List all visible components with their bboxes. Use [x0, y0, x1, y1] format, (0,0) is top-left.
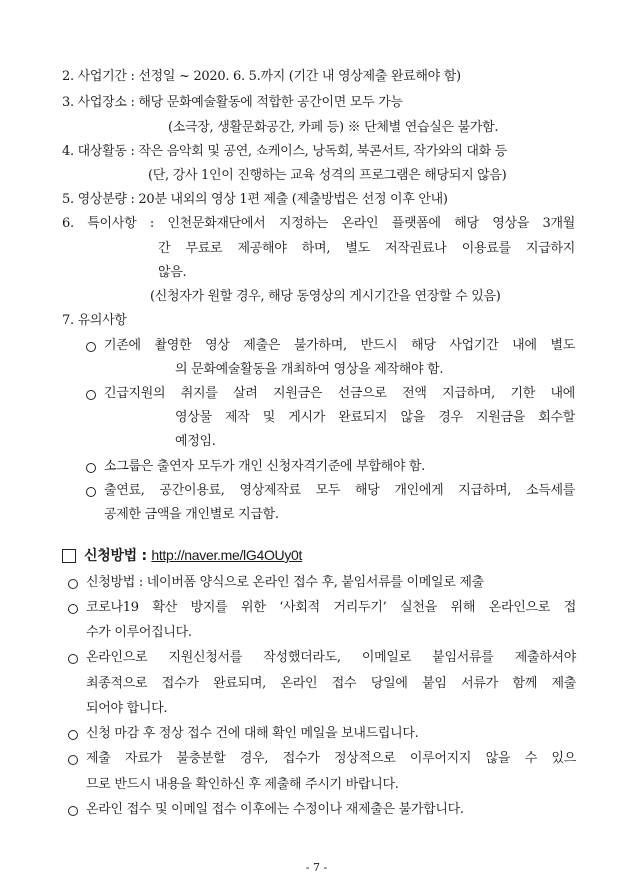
apply-item-5-line1: 제출 자료가 불충분할 경우, 접수가 정상적으로 이루어지지 않을 수 있으 [86, 751, 576, 766]
bullet-circle-icon [68, 604, 78, 614]
caution-item-4-line1: 출연료, 공간이용료, 영상제작료 모두 해당 개인에게 지급하며, 소득세를 [104, 483, 575, 498]
caution-item-2-line2: 영상물 제작 및 게시가 완료되지 않을 경우 지원금을 회수할 [175, 410, 575, 425]
bullet-circle-icon [86, 390, 96, 400]
section-3-location-detail: (소극장, 생활문화공간, 카페 등) ※ 단체별 연습실은 불가함. [168, 120, 499, 135]
apply-heading-separator: : [136, 548, 152, 564]
apply-item-1-line1: 신청방법 : 네이버폼 양식으로 온라인 접수 후, 붙임서류를 이메일로 제출 [86, 575, 484, 590]
apply-heading-row [84, 546, 302, 566]
bullet-circle-icon [86, 342, 96, 352]
apply-item-3-line2: 최종적으로 접수가 완료되며, 온라인 접수 당일에 붙임 서류가 함께 제출 [86, 676, 576, 691]
apply-heading: 신청방법 [84, 548, 137, 564]
bullet-circle-icon [68, 654, 78, 664]
caution-item-1-line1: 기존에 촬영한 영상 제출은 불가하며, 반드시 해당 사업기간 내에 별도 [104, 338, 575, 353]
section-6-notes-extension: (신청자가 원할 경우, 해당 동영상의 게시기간을 연장할 수 있음) [150, 289, 501, 304]
section-6-notes-line3: 않음. [158, 265, 187, 280]
section-4-activities-note: (단, 강사 1인이 진행하는 교육 성격의 프로그램은 해당되지 않음) [148, 168, 507, 183]
apply-item-3-line3: 되어야 합니다. [86, 701, 168, 716]
bullet-circle-icon [68, 730, 78, 740]
apply-form-link[interactable]: http://naver.me/lG4OUy0t [151, 547, 303, 563]
apply-item-6-line1: 온라인 접수 및 이메일 접수 이후에는 수정이나 재제출은 불가합니다. [86, 802, 464, 817]
apply-item-3-line1: 온라인으로 지원신청서를 작성했더라도, 이메일로 붙임서류를 제출하셔야 [86, 650, 576, 665]
section-6-notes-line2: 간 무료로 제공해야 하며, 별도 저작권료나 이용료를 지급하지 [158, 241, 575, 256]
section-5-length: 5. 영상분량 : 20분 내외의 영상 1편 제출 (제출방법은 선정 이후 안내) [62, 192, 448, 207]
section-3-location: 3. 사업장소 : 해당 문화예술활동에 적합한 공간이면 모두 가능 [62, 95, 403, 110]
bullet-circle-icon [86, 463, 96, 473]
checkbox-square-icon [62, 549, 76, 563]
apply-item-2-line2: 수가 이루어집니다. [86, 625, 192, 640]
section-7-heading: 7. 유의사항 [62, 313, 127, 328]
caution-item-1-line2: 의 문화예술활동을 개최하여 영상을 제작해야 함. [175, 362, 444, 377]
apply-item-2-line1: 코로나19 확산 방지를 위한 ‘사회적 거리두기’ 실천을 위해 온라인으로 접 [86, 600, 576, 615]
section-6-notes-line1: 6. 특이사항 : 인천문화재단에서 지정하는 온라인 플랫폼에 해당 영상을 3개월 [62, 216, 575, 231]
bullet-circle-icon [68, 755, 78, 765]
bullet-circle-icon [68, 806, 78, 816]
bullet-circle-icon [86, 487, 96, 497]
bullet-circle-icon [68, 579, 78, 589]
page-number: - 7 - [305, 861, 328, 874]
section-2-period: 2. 사업기간 : 선정일 ~ 2020. 6. 5.까지 (기간 내 영상제출 완료해야 함) [62, 69, 461, 84]
apply-item-5-line2: 므로 반드시 내용을 확인하신 후 제출해 주시기 바랍니다. [86, 777, 399, 792]
caution-item-2-line3: 예정임. [175, 434, 216, 449]
section-4-activities: 4. 대상활동 : 작은 음악회 및 공연, 쇼케이스, 낭독회, 북콘서트, 작가와의 대화 등 [62, 144, 507, 159]
caution-item-3-line1: 소그룹은 출연자 모두가 개인 신청자격기준에 부합해야 함. [104, 459, 426, 474]
caution-item-2-line1: 긴급지원의 취지를 살려 지원금은 선금으로 전액 지급하며, 기한 내에 [104, 386, 575, 401]
apply-item-4-line1: 신청 마감 후 정상 접수 건에 대해 확인 메일을 보내드립니다. [86, 726, 419, 741]
caution-item-4-line2: 공제한 금액을 개인별로 지급함. [104, 507, 279, 522]
